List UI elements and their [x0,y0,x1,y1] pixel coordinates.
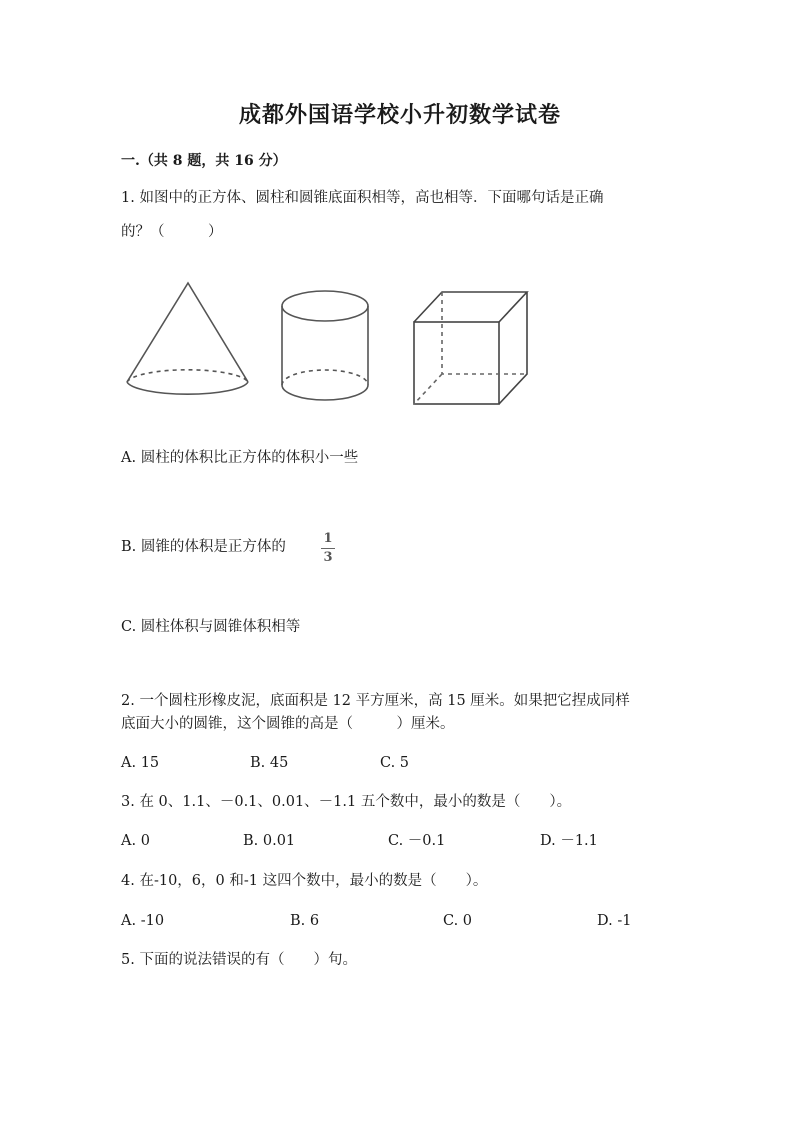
question-1-option-b: B. 圆锥的体积是正方体的 [121,539,286,555]
question-3-option-d: D. －1.1 [540,833,598,849]
question-4-option-b: B. 6 [290,913,320,929]
question-3-option-a: A. 0 [121,833,150,849]
question-1-option-c: C. 圆柱体积与圆锥体积相等 [121,619,301,635]
cylinder-sides [282,306,368,385]
cone-figure [127,283,248,394]
section-heading: 一.（共 8 题，共 16 分） [121,153,287,169]
question-2-stem-line-2: 底面大小的圆锥，这个圆锥的高是（ ）厘米。 [121,716,455,732]
question-3-option-c: C. －0.1 [388,833,446,849]
question-2-option-b: B. 45 [250,755,289,771]
fraction-one-third [321,531,335,566]
cone-base-back [127,370,248,382]
cube-hidden-edges [414,292,527,404]
question-1-option-a: A. 圆柱的体积比正方体的体积小一些 [121,450,359,466]
question-2-stem-line-1: 2. 一个圆柱形橡皮泥，底面积是 12 平方厘米，高 15 厘米。如果把它捏成同样 [121,693,630,709]
cone-base-front [127,382,248,394]
fraction-bar [321,548,335,549]
question-2-option-c: C. 5 [380,755,410,771]
question-4-option-a: A. -10 [121,913,165,929]
question-5-stem: 5. 下面的说法错误的有（ ）句。 [121,952,357,968]
cylinder-figure [282,291,368,400]
page-title: 成都外国语学校小升初数学试卷 [238,102,561,128]
question-3-option-b: B. 0.01 [243,833,296,849]
cylinder-top [282,291,368,321]
fraction-numerator: 1 [323,531,333,546]
question-1-stem-line-2: 的？（ ） [121,224,223,240]
question-2-option-a: A. 15 [121,755,160,771]
question-4-option-c: C. 0 [443,913,473,929]
cube-front-face [414,322,499,404]
cube-figure [414,292,527,404]
cylinder-base-front [282,385,368,400]
cube-top-and-side [414,292,527,404]
cylinder-base-back [282,370,368,385]
cone-side-edges [127,283,248,382]
question-1-stem-line-1: 1. 如图中的正方体、圆柱和圆锥底面积相等，高也相等．下面哪句话是正确 [121,190,604,206]
question-4-option-d: D. -1 [597,913,632,929]
question-4-stem: 4. 在-10，6，0 和-1 这四个数中，最小的数是（ ）。 [121,873,488,889]
fraction-denominator: 3 [323,550,333,565]
question-3-stem: 3. 在 0、1.1、－0.1、0.01、－1.1 五个数中，最小的数是（ ）。 [121,794,572,810]
